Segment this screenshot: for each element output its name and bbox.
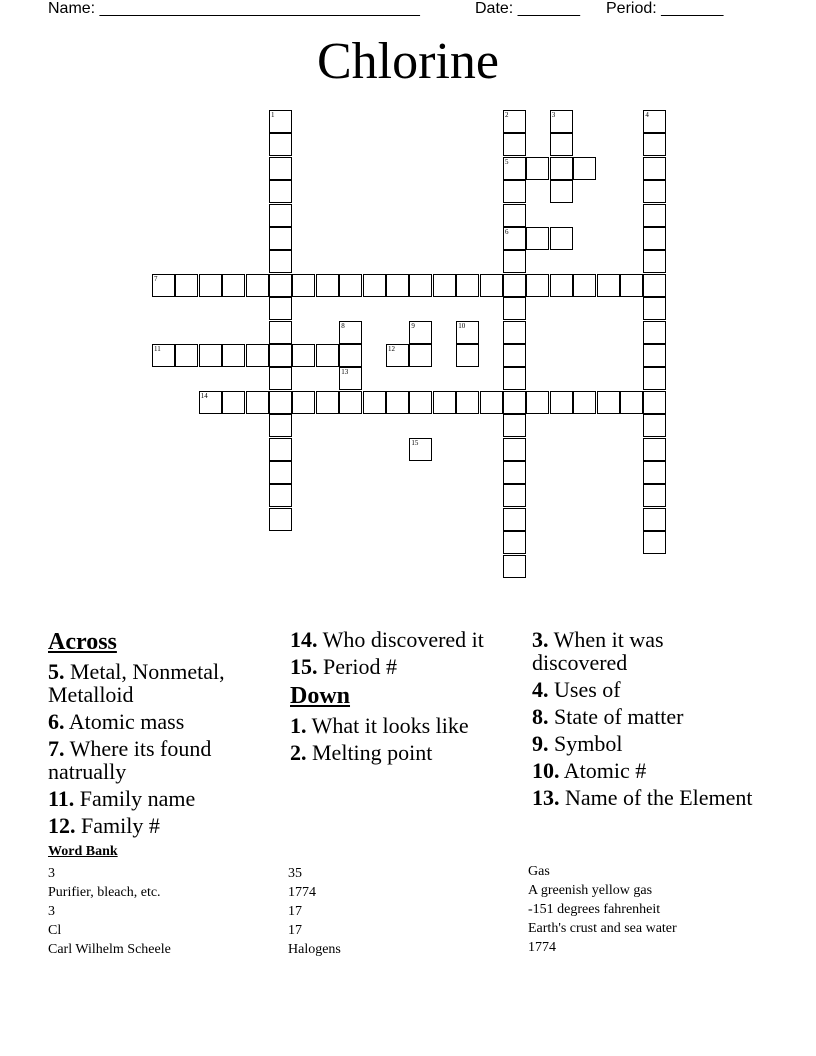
clue-item [532,786,762,809]
clue-number: 13 [341,368,349,377]
clue-item [532,732,762,755]
crossword-cell[interactable] [643,391,666,414]
crossword-cell[interactable] [269,438,292,461]
crossword-cell[interactable] [550,274,573,297]
crossword-cell[interactable] [456,344,479,367]
clue-number: 15. [290,654,318,679]
crossword-cell[interactable] [503,344,526,367]
clue-item [290,628,515,651]
crossword-cell[interactable] [409,321,432,344]
crossword-cell[interactable] [503,461,526,484]
word-bank-column-3 [528,862,677,957]
clue-text: Atomic # [563,758,647,783]
clue-number: 8. [532,704,549,729]
clue-number: 12. [48,813,76,838]
name-field[interactable]: Name: ____________________________________ [48,0,420,17]
crossword-cell[interactable] [409,344,432,367]
word-bank-entry: Cl [48,923,62,938]
crossword-cell[interactable] [597,391,620,414]
crossword-cell[interactable] [199,274,222,297]
clue-item [532,678,762,701]
crossword-cell[interactable] [503,414,526,437]
clue-text: Melting point [312,740,433,765]
clue-item [290,655,515,678]
clue-text: Metal, Nonmetal, Metalloid [48,659,225,707]
crossword-cell[interactable] [269,133,292,156]
crossword-cell[interactable] [597,274,620,297]
clue-text: Period # [323,654,397,679]
crossword-cell[interactable] [503,508,526,531]
crossword-cell[interactable] [550,180,573,203]
clue-number: 2 [505,111,509,119]
crossword-cell[interactable] [480,274,503,297]
crossword-cell[interactable] [269,204,292,227]
crossword-cell[interactable] [316,391,339,414]
crossword-cell[interactable] [503,555,526,578]
crossword-cell[interactable] [292,344,315,367]
word-bank-entry: 1774 [288,885,316,900]
crossword-cell[interactable] [526,391,549,414]
word-bank-entry: Halogens [288,942,341,957]
crossword-cell[interactable] [339,367,362,390]
crossword-cell[interactable] [269,414,292,437]
crossword-cell[interactable] [643,157,666,180]
crossword-cell[interactable] [503,484,526,507]
crossword-cell[interactable] [643,250,666,273]
clue-number: 2. [290,740,307,765]
crossword-cell[interactable] [152,344,175,367]
clue-text: State of matter [554,704,684,729]
crossword-cell[interactable] [643,484,666,507]
crossword-cell[interactable] [503,180,526,203]
crossword-cell[interactable] [643,204,666,227]
crossword-cell[interactable] [526,274,549,297]
period-field[interactable]: Period: _______ [606,0,724,17]
crossword-cell[interactable] [643,508,666,531]
crossword-cell[interactable] [433,391,456,414]
clue-number: 9 [411,321,415,330]
word-bank-entry: 3 [48,866,55,881]
clue-item [48,787,273,810]
word-bank-title: Word Bank [48,844,118,859]
crossword-cell[interactable] [269,110,292,133]
crossword-cell[interactable] [573,274,596,297]
clue-number: 10 [458,321,466,330]
crossword-cell[interactable] [620,391,643,414]
crossword-cell[interactable] [363,274,386,297]
clue-text: Family # [81,813,160,838]
crossword-cell[interactable] [316,274,339,297]
word-bank-entry: Carl Wilhelm Scheele [48,942,171,957]
clues-column-2 [290,628,515,768]
crossword-cell[interactable] [643,531,666,554]
crossword-cell[interactable] [269,321,292,344]
crossword-cell[interactable] [339,321,362,344]
crossword-cell[interactable] [222,274,245,297]
crossword-cell[interactable] [246,344,269,367]
crossword-cell[interactable] [503,157,526,180]
word-bank-column-2 [288,864,341,959]
crossword-cell[interactable] [503,391,526,414]
crossword-cell[interactable] [643,344,666,367]
page-title: Chlorine [317,33,499,90]
clue-number: 11 [154,345,161,353]
crossword-cell[interactable] [199,344,222,367]
crossword-cell[interactable] [526,227,549,250]
crossword-cell[interactable] [550,391,573,414]
clue-number: 14. [290,627,318,652]
crossword-cell[interactable] [550,157,573,180]
crossword-cell[interactable] [386,344,409,367]
clue-text: Who discovered it [322,627,484,652]
crossword-cell[interactable] [409,438,432,461]
crossword-cell[interactable] [643,321,666,344]
crossword-cell[interactable] [643,180,666,203]
clue-item [48,660,273,706]
clue-number: 9. [532,731,549,756]
crossword-cell[interactable] [246,274,269,297]
crossword-cell[interactable] [620,274,643,297]
clue-number: 1. [290,713,307,738]
clue-section-heading: Across [48,629,117,655]
clue-text: Name of the Element [565,785,753,810]
crossword-cell[interactable] [456,274,479,297]
crossword-cell[interactable] [409,274,432,297]
crossword-cell[interactable] [222,344,245,367]
clue-number: 7. [48,736,65,761]
clues-column-3 [532,628,762,813]
word-bank-entry: Gas [528,864,550,879]
clue-number: 8 [341,321,345,330]
crossword-cell[interactable] [456,321,479,344]
crossword-cell[interactable] [503,321,526,344]
clue-text: When it was discovered [532,627,664,675]
crossword-cell[interactable] [199,391,222,414]
crossword-cell[interactable] [363,391,386,414]
crossword-cell[interactable] [550,133,573,156]
clue-number: 10. [532,758,560,783]
word-bank-entry: 1774 [528,940,556,955]
clue-item [532,628,762,674]
crossword-cell[interactable] [339,391,362,414]
crossword-cell[interactable] [386,274,409,297]
crossword-cell[interactable] [643,367,666,390]
crossword-cell[interactable] [409,391,432,414]
crossword-cell[interactable] [643,297,666,320]
crossword-cell[interactable] [269,367,292,390]
clue-number: 11. [48,786,75,811]
crossword-cell[interactable] [526,157,549,180]
crossword-cell[interactable] [503,297,526,320]
crossword-cell[interactable] [292,274,315,297]
clue-number: 12 [388,345,395,353]
crossword-cell[interactable] [503,274,526,297]
word-bank-entry: Earth's crust and sea water [528,921,677,936]
clue-text: What it looks like [311,713,469,738]
clue-number: 1 [271,111,275,119]
crossword-cell[interactable] [456,391,479,414]
crossword-cell[interactable] [503,531,526,554]
clue-number: 5. [48,659,65,684]
crossword-cell[interactable] [292,391,315,414]
word-bank-entry: -151 degrees fahrenheit [528,902,661,917]
crossword-cell[interactable] [269,391,292,414]
clue-section-heading: Down [290,683,351,709]
clues-column-1 [48,628,273,841]
clue-number: 13. [532,785,560,810]
crossword-cell[interactable] [573,157,596,180]
word-bank-entry: Purifier, bleach, etc. [48,885,161,900]
crossword-cell[interactable] [386,391,409,414]
crossword-cell[interactable] [503,110,526,133]
crossword-cell[interactable] [643,110,666,133]
crossword-cell[interactable] [503,204,526,227]
clue-number: 4 [645,111,649,119]
crossword-cell[interactable] [503,250,526,273]
crossword-cell[interactable] [175,344,198,367]
crossword-cell[interactable] [222,391,245,414]
crossword-cell[interactable] [643,438,666,461]
crossword-cell[interactable] [339,274,362,297]
clue-text: Uses of [554,677,621,702]
word-bank-entry: 35 [288,866,302,881]
word-bank-entry: 17 [288,923,302,938]
crossword-cell[interactable] [480,391,503,414]
word-bank-column-1 [48,864,171,959]
crossword-cell[interactable] [433,274,456,297]
crossword-cell[interactable] [175,274,198,297]
crossword-cell[interactable] [269,250,292,273]
clue-item [532,705,762,728]
crossword-cell[interactable] [152,274,175,297]
clue-item [290,741,515,764]
clue-item [532,759,762,782]
crossword-cell[interactable] [643,274,666,297]
clue-text: Atomic mass [68,709,185,734]
word-bank-entry: A greenish yellow gas [528,883,653,898]
word-bank-entry: 17 [288,904,302,919]
clue-text: Where its found natrually [48,736,212,784]
crossword-cell[interactable] [269,180,292,203]
word-bank-entry: 3 [48,904,55,919]
clue-item [48,737,273,783]
crossword-cell[interactable] [339,344,362,367]
crossword-cell[interactable] [269,274,292,297]
crossword-cell[interactable] [643,227,666,250]
crossword-cell[interactable] [643,461,666,484]
crossword-cell[interactable] [246,391,269,414]
crossword-cell[interactable] [269,461,292,484]
clue-number: 3 [551,111,556,119]
crossword-cell[interactable] [269,227,292,250]
clue-number: 7 [154,274,158,283]
clue-number: 14 [200,391,208,400]
clue-item [290,714,515,737]
crossword-cell[interactable] [503,438,526,461]
crossword-cell[interactable] [269,297,292,320]
crossword-cell[interactable] [643,133,666,156]
clue-number: 4. [532,677,549,702]
clue-text: Family name [79,786,196,811]
crossword-cell[interactable] [573,391,596,414]
clue-number: 6 [505,228,509,236]
crossword-cell[interactable] [550,227,573,250]
crossword-cell[interactable] [503,367,526,390]
crossword-cell[interactable] [269,157,292,180]
crossword-cell[interactable] [316,344,339,367]
crossword-cell[interactable] [269,344,292,367]
clue-item [48,710,273,733]
crossword-cell[interactable] [269,484,292,507]
clue-number: 5 [505,157,509,166]
crossword-cell[interactable] [643,414,666,437]
crossword-cell[interactable] [550,110,573,133]
crossword-cell[interactable] [503,133,526,156]
clue-text: Symbol [554,731,623,756]
clue-number: 15 [411,438,419,447]
clue-number: 3. [532,627,549,652]
crossword-cell[interactable] [269,508,292,531]
crossword-cell[interactable] [503,227,526,250]
clue-number: 6. [48,709,65,734]
clue-item [48,814,273,837]
date-field[interactable]: Date: _______ [475,0,580,17]
